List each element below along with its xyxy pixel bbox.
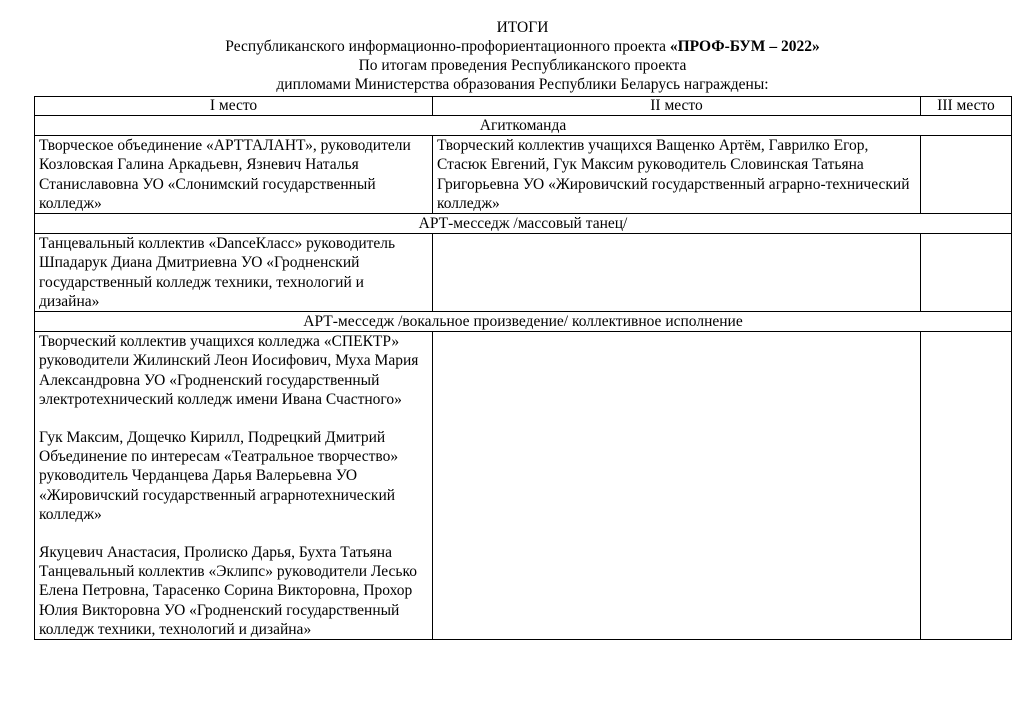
second-place-cell xyxy=(433,234,921,312)
winner-entry: Творческий коллектив учащихся Ващенко Артём, Гаврилко Егор, Стасюк Евгений, Гук Максим руководитель Словинская Татьяна Григорьевна УО «Жировичский государственный аграрно-технический колледж» xyxy=(437,137,910,212)
document-heading xyxy=(34,18,1011,94)
section-title: Агиткоманда xyxy=(35,116,1012,136)
winner-entry: Танцевальный коллектив «DanceКласс» руководитель Шпадарук Диана Дмитриевна УО «Гродненский государственный колледж техники, технологий и дизайна» xyxy=(39,235,396,310)
table-row xyxy=(35,234,1012,312)
winner-entry: Творческий коллектив учащихся колледжа «СПЕКТР» руководители Жилинский Леон Иосифович, Муха Мария Александровна УО «Гродненский государственный электротехнический колледж имени Ивана Счастного» xyxy=(39,333,419,408)
table-header-row xyxy=(35,97,1012,116)
section-row xyxy=(35,214,1012,234)
project-prefix: Республиканского информационно-профориентационного проекта xyxy=(225,38,670,55)
winner-entry: Гук Максим, Дощечко Кирилл, Подрецкий Дмитрий Объединение по интересам «Театральное творчество» руководитель Черданцева Дарья Валерьевна УО «Жировичский государственный аграрнотехнический колледж» xyxy=(39,429,399,523)
document-title: ИТОГИ xyxy=(496,19,549,36)
column-header-first-place: I место xyxy=(35,97,433,116)
section-title: АРТ-месседж /массовый танец/ xyxy=(35,214,1012,234)
first-place-cell xyxy=(35,332,433,640)
third-place-cell xyxy=(921,332,1012,640)
winner-entry: Якуцевич Анастасия, Пролиско Дарья, Бухта Татьяна Танцевальный коллектив «Эклипс» руководители Лесько Елена Петровна, Тарасенко Сорина Викторовна, Прохор Юлия Викторовна УО «Гродненский государственный колледж техники, технологий и дизайна» xyxy=(39,544,417,638)
second-place-cell xyxy=(433,136,921,214)
project-line xyxy=(34,37,1011,56)
first-place-cell xyxy=(35,136,433,214)
results-table xyxy=(34,96,1012,640)
project-name: «ПРОФ-БУМ – 2022» xyxy=(669,38,820,55)
table-row xyxy=(35,136,1012,214)
section-row xyxy=(35,312,1012,332)
section-title: АРТ-месседж /вокальное произведение/ коллективное исполнение xyxy=(35,312,1012,332)
section-row xyxy=(35,116,1012,136)
column-header-third-place: III место xyxy=(921,97,1012,116)
third-place-cell xyxy=(921,234,1012,312)
second-place-cell xyxy=(433,332,921,640)
third-place-cell xyxy=(921,136,1012,214)
column-header-second-place: II место xyxy=(433,97,921,116)
table-row xyxy=(35,332,1012,640)
first-place-cell xyxy=(35,234,433,312)
awarded-line: дипломами Министерства образования Республики Беларусь награждены: xyxy=(276,76,769,93)
winner-entry: Творческое объединение «АРТТАЛАНТ», руководители Козловская Галина Аркадьевн, Язневич Наталья Станиславовна УО «Слонимский государственный колледж» xyxy=(39,137,411,212)
subtitle-line: По итогам проведения Республиканского проекта xyxy=(358,57,687,74)
